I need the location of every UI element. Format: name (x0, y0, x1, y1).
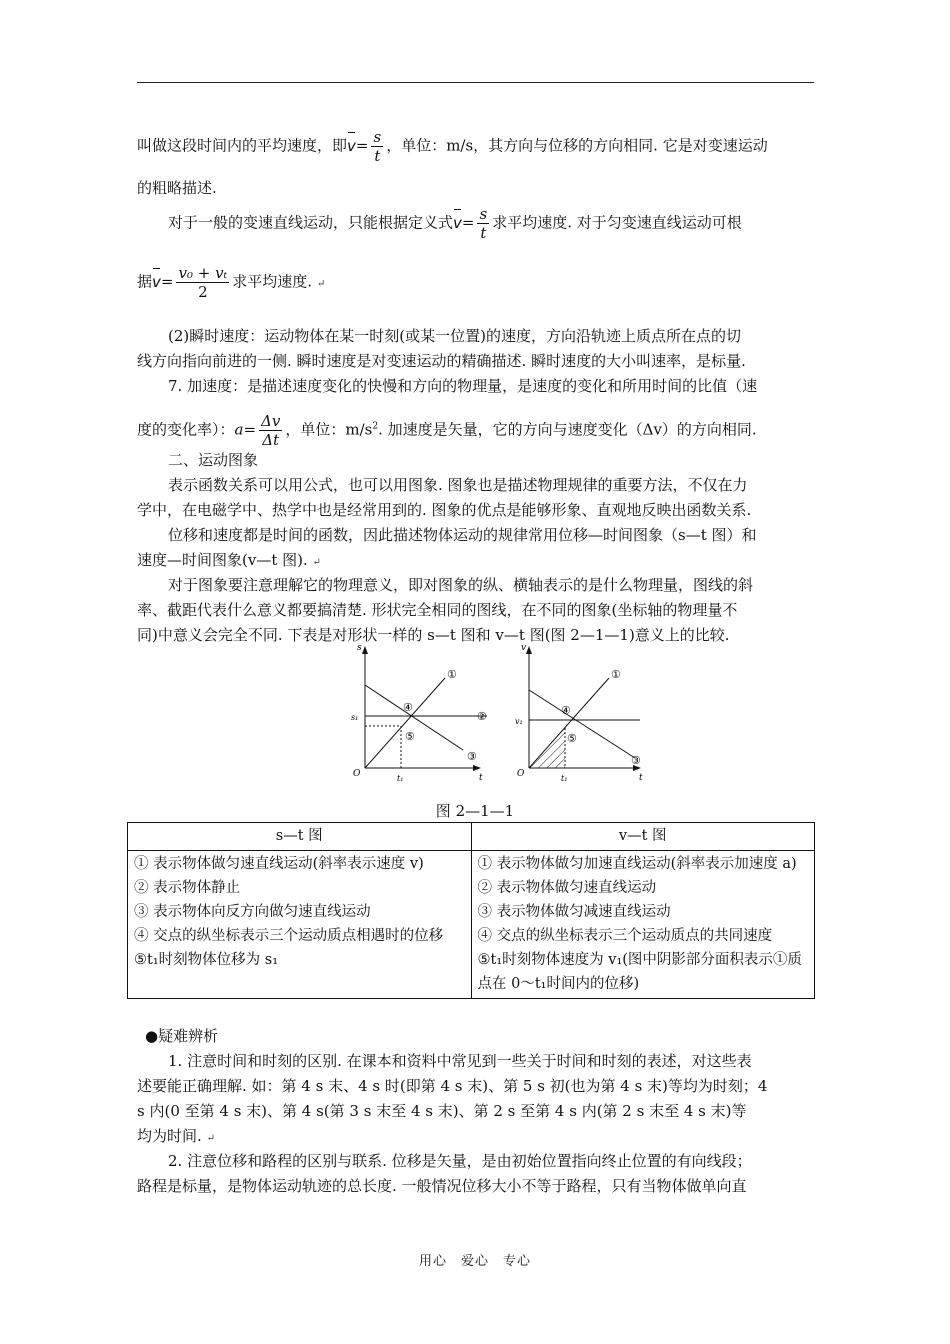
text: ●疑难辨析 (145, 1027, 219, 1045)
paragraph-mark: ↵ (312, 557, 321, 568)
paragraph-line (137, 1126, 215, 1149)
paragraph-line (168, 575, 753, 595)
text: s 内(0 至第 4 s 末)、第 4 s(第 3 s 末至 4 s 末)、第 2 s 至第 4 s 内(第 2 s 末至 4 s 末)等 (137, 1102, 747, 1120)
v-bar-symbol: v (347, 136, 356, 155)
paragraph-line (137, 550, 321, 573)
text: 述要能正确理解. 如：第 4 s 末、4 s 时(即第 4 s 末)、第 5 s 初(也为第 4 s 末)等均为时刻；4 (137, 1077, 768, 1095)
denominator: 2 (198, 283, 208, 301)
equals: = (355, 136, 369, 155)
origin-label: O (517, 769, 525, 779)
label-3: ③ (467, 750, 477, 763)
text: 度的变化率）： (137, 420, 235, 439)
text: 二、运动图象 (168, 451, 259, 469)
denominator: t (480, 224, 487, 242)
axis-label: s (357, 643, 362, 653)
label-1: ① (611, 668, 621, 681)
label-5: ⑤ (405, 730, 415, 743)
header-cell: v—t 图 (471, 823, 815, 851)
comparison-table (127, 822, 815, 999)
text: 2. 注意位移和路程的区别与联系. 位移是矢量，是由初始位置指向终止位置的有向线段； (168, 1152, 752, 1170)
table-cell-left (128, 851, 472, 999)
paragraph-line (137, 351, 746, 371)
table-header-row (128, 823, 815, 851)
table-row (128, 851, 815, 999)
table-item: ⑤t₁时刻物体速度为 v₁(图中阴影部分面积表示①质点在 0～t₁时间内的位移) (477, 952, 802, 992)
paragraph-mark: ↵ (316, 278, 326, 290)
v-bar-symbol: v (453, 213, 462, 232)
label-1: ① (447, 668, 457, 681)
text: . 加速度是矢量，它的方向与速度变化（Δv）的方向相同. (378, 420, 757, 439)
label-2: ② (477, 710, 487, 723)
page-footer: 用心 爱心 专心 (418, 1254, 531, 1269)
table-item: ③ 表示物体做匀减速直线运动 (477, 904, 671, 920)
paragraph-line (168, 525, 757, 545)
paragraph-line (137, 1076, 767, 1096)
table-item: ② 表示物体做匀速直线运动 (477, 880, 657, 896)
paragraph-line (137, 1101, 747, 1121)
text: 表示函数关系可以用公式，也可以用图象. 图象也是描述物理规律的重要方法，不仅在力 (168, 476, 748, 494)
paragraph-line (137, 128, 768, 165)
text: ，单位：m/s，其方向与位移的方向相同. 它是对变速运动 (386, 136, 768, 155)
numerator: s (373, 128, 382, 146)
a-symbol: a (234, 420, 244, 439)
denominator: Δt (262, 431, 280, 449)
v-t-graph (515, 643, 643, 783)
denominator: t (374, 147, 381, 165)
figure-caption: 图 2—1—1 (435, 802, 515, 820)
numerator: Δv (261, 412, 281, 430)
table-item: ⑤t₁时刻物体位移为 s₁ (134, 952, 279, 968)
label-5: ⑤ (567, 732, 577, 745)
axis-label: v (521, 643, 527, 653)
origin-label: O (353, 769, 361, 779)
s-t-graph (351, 643, 487, 783)
label-3: ③ (631, 754, 641, 767)
equals: = (243, 420, 257, 439)
table-item: ① 表示物体做匀速直线运动(斜率表示速度 v) (134, 856, 424, 872)
paragraph-mark: ↵ (206, 1133, 215, 1144)
text: 学中，在电磁学中、热学中也是经常用到的. 图象的优点是能够形象、直观地反映出函数关系. (137, 501, 752, 519)
axis-label: t (479, 773, 483, 783)
line-1 (365, 678, 445, 768)
table-item: ① 表示物体做匀加速直线运动(斜率表示加速度 a) (477, 856, 797, 872)
tick-label: s₁ (351, 713, 359, 722)
paragraph-line (168, 1151, 752, 1171)
header-rule (137, 82, 814, 83)
equals: = (160, 272, 174, 291)
text: ，单位：m/s (285, 420, 373, 439)
paragraph-line (168, 376, 757, 396)
numerator: v₀ + vₜ (178, 264, 228, 282)
paragraph-line (137, 500, 751, 520)
superscript: 2 (372, 421, 379, 432)
table-item: ④ 交点的纵坐标表示三个运动质点相遇时的位移 (134, 928, 444, 944)
paragraph-line (168, 475, 748, 495)
fraction-v0-vt-over-2 (176, 264, 229, 301)
text: 位移和速度都是时间的函数，因此描述物体运动的规律常用位移—时间图象（s—t 图）和 (168, 526, 757, 544)
text: 线方向指向前进的一侧. 瞬时速度是对变速运动的精确描述. 瞬时速度的大小叫速率，是标量. (137, 352, 746, 370)
text: 均为时间. (137, 1127, 202, 1145)
section-heading (145, 1026, 218, 1046)
v-bar-symbol: v (152, 272, 161, 291)
axis-label: t (639, 773, 643, 783)
tick-label: v₁ (515, 717, 523, 726)
paragraph-line (137, 264, 325, 301)
tick-label: t₁ (397, 774, 404, 783)
text: 对于图象要注意理解它的物理意义，即对图象的纵、横轴表示的是什么物理量，图线的斜 (168, 576, 754, 594)
header-cell: s—t 图 (128, 823, 472, 851)
paragraph-line (137, 600, 737, 620)
paragraph-line (168, 326, 741, 346)
equals: = (461, 213, 475, 232)
paragraph-line (137, 178, 217, 198)
paragraph-line (137, 412, 757, 449)
text: 1. 注意时间和时刻的区别. 在课本和资料中常见到一些关于时间和时刻的表述，对这些表 (168, 1052, 752, 1070)
table-item: ③ 表示物体向反方向做匀速直线运动 (134, 904, 371, 920)
label-4: ④ (403, 701, 413, 714)
figure-2-1-1 (335, 640, 655, 790)
text: 率、截距代表什么意义都要搞清楚. 形状完全相同的图线，在不同的图象(坐标轴的物理量不 (137, 601, 738, 619)
text: 求平均速度. 对于匀变速直线运动可根 (492, 213, 742, 232)
line-3 (529, 690, 635, 758)
text: 的粗略描述. (137, 179, 217, 197)
paragraph-line (137, 1176, 747, 1196)
text: 同)中意义会完全不同. 下表是对形状一样的 s—t 图和 v—t 图(图 2—1—1)意义上的比较. (137, 626, 730, 644)
text: 求平均速度. (232, 272, 313, 291)
fraction-s-over-t (477, 205, 489, 242)
numerator: s (479, 205, 488, 223)
table-item: ④ 交点的纵坐标表示三个运动质点的共同速度 (477, 928, 773, 944)
text: 对于一般的变速直线运动，只能根据定义式 (168, 213, 454, 232)
fraction-s-over-t (371, 128, 383, 165)
section-heading (168, 450, 258, 470)
tick-label: t₁ (561, 774, 568, 783)
table-cell-right (471, 851, 815, 999)
text: (2)瞬时速度：运动物体在某一时刻(或某一位置)的速度，方向沿轨迹上质点所在点的切 (168, 327, 741, 345)
text: 速度—时间图象(v—t 图). (137, 551, 308, 569)
table-item: ② 表示物体静止 (134, 880, 241, 896)
text: 7. 加速度：是描述速度变化的快慢和方向的物理量，是速度的变化和所用时间的比值（速 (168, 377, 758, 395)
paragraph-line (168, 1051, 752, 1071)
paragraph-line (168, 205, 742, 242)
line-1 (529, 678, 609, 768)
text: 路程是标量，是物体运动轨迹的总长度. 一般情况位移大小不等于路程，只有当物体做单向直 (137, 1177, 747, 1195)
text: 叫做这段时间内的平均速度，即 (137, 136, 348, 155)
text: 据 (137, 272, 153, 291)
label-4: ④ (561, 704, 571, 717)
fraction-dv-over-dt (259, 412, 282, 449)
